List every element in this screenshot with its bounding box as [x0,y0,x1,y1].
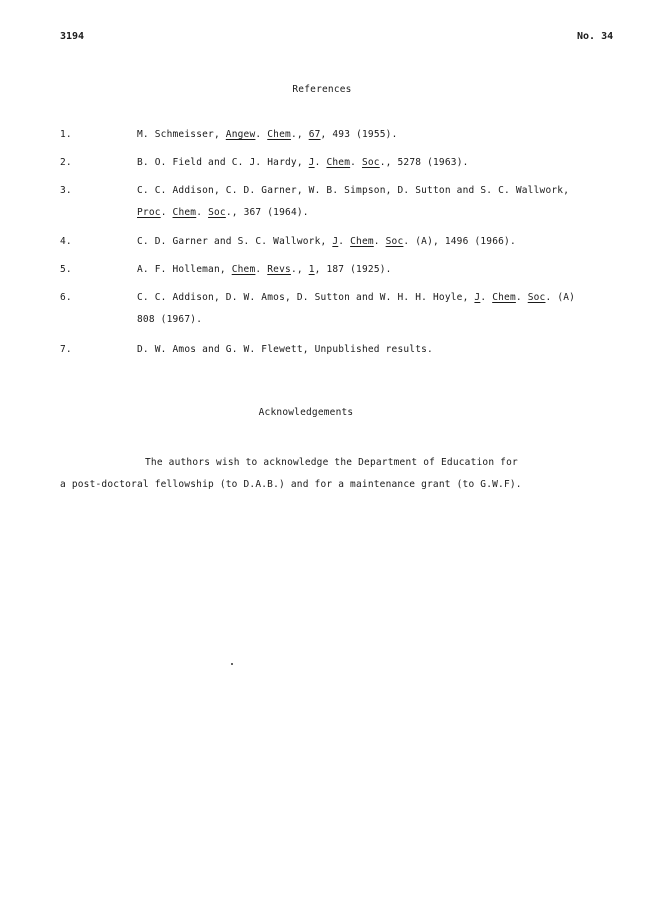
reference-number: 3. [60,185,72,196]
reference-number: 4. [60,236,72,247]
ref-text-segment: . [160,207,173,218]
reference-text-continued [137,207,309,218]
reference-text [137,292,575,303]
journal-abbrev: Chem [326,157,351,168]
ref-text-segment: . [255,264,268,275]
ref-text-segment: . (A) [545,292,576,303]
ref-text-segment: ., [290,264,309,275]
reference-text [137,129,398,140]
reference-number: 2. [60,157,72,168]
acknowledgements-text-line: The authors wish to acknowledge the Department of Education for [145,457,518,468]
issue-number: No. 34 [577,31,614,42]
ref-text-segment: , 493 (1955). [320,129,398,140]
ref-text-segment: C. C. Addison, D. W. Amos, D. Sutton and W. H. H. Hoyle, [137,292,475,303]
journal-abbrev: Soc [527,292,546,303]
reference-text [137,264,392,275]
reference-text [137,344,433,355]
ref-text-segment: . [314,157,327,168]
ref-text-segment: . [338,236,351,247]
acknowledgements-text-line: a post-doctoral fellowship (to D.A.B.) and for a maintenance grant (to G.W.F). [60,479,522,490]
ref-text-segment: . [480,292,493,303]
journal-abbrev: Chem [267,129,291,140]
journal-abbrev: Chem [172,207,197,218]
ref-text-segment: 808 (1967). [137,314,203,325]
ref-text-segment: , 187 (1925). [314,264,392,275]
ref-text-segment: . (A), 1496 (1966). [403,236,516,247]
ref-text-segment: M. Schmeisser, [137,129,226,140]
ref-text-segment: . [350,157,362,168]
ref-text-segment: C. C. Addison, C. D. Garner, W. B. Simpson, D. Sutton and S. C. Wallwork, [137,185,570,196]
reference-number: 5. [60,264,72,275]
reference-text-continued [137,314,202,325]
journal-abbrev: Revs [267,264,291,275]
ref-text-segment: . [196,207,209,218]
acknowledgements-heading: Acknowledgements [258,407,354,418]
journal-abbrev: Angew [225,129,256,140]
ref-text-segment: D. W. Amos and G. W. Flewett, Unpublished results. [137,344,433,355]
volume-number: 67 [308,129,321,140]
journal-abbrev: J [332,236,339,247]
ref-text-segment: B. O. Field and C. J. Hardy, [137,157,309,168]
reference-number: 7. [60,344,72,355]
ref-text-segment: . [373,236,386,247]
ref-text-segment: A. F. Holleman, [137,264,232,275]
ref-text-segment: ., 367 (1964). [225,207,309,218]
ref-text-segment: . [255,129,268,140]
journal-abbrev: Soc [361,157,380,168]
ref-text-segment: ., [290,129,309,140]
journal-abbrev: Proc [137,207,161,218]
journal-abbrev: Soc [385,236,404,247]
reference-text [137,185,569,196]
page-number: 3194 [60,31,85,42]
ref-text-segment: ., 5278 (1963). [379,157,469,168]
volume-number: 1 [308,264,315,275]
journal-abbrev: Chem [350,236,374,247]
references-heading: References [292,84,352,95]
scan-speck [231,663,233,665]
ref-text-segment: C. D. Garner and S. C. Wallwork, [137,236,333,247]
reference-number: 6. [60,292,72,303]
reference-number: 1. [60,129,72,140]
reference-text [137,157,469,168]
reference-text [137,236,516,247]
journal-abbrev: Chem [492,292,516,303]
journal-abbrev: J [308,157,315,168]
journal-abbrev: J [474,292,481,303]
journal-abbrev: Chem [231,264,256,275]
journal-abbrev: Soc [208,207,226,218]
ref-text-segment: . [515,292,528,303]
